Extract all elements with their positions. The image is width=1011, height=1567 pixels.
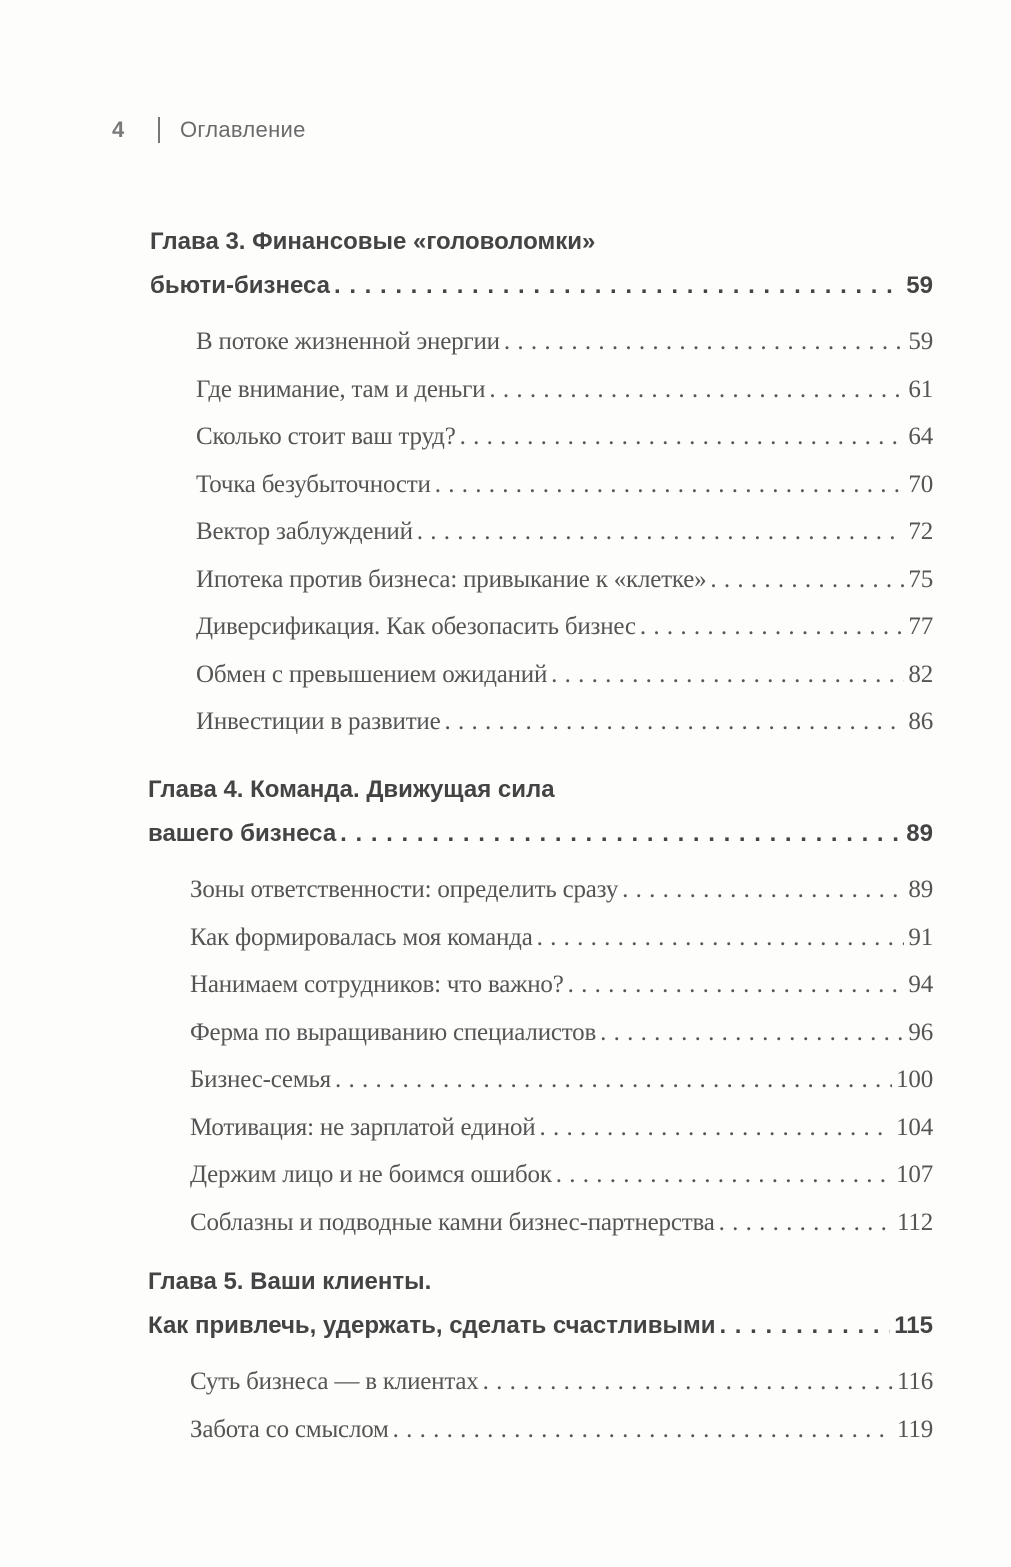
entry-title: Нанимаем сотрудников: что важно? [190, 971, 564, 998]
entry-page: 70 [908, 470, 933, 498]
entry-title: Инвестиции в развитие [196, 708, 441, 735]
toc-entry[interactable] [190, 961, 933, 1009]
dot-leader [537, 914, 905, 962]
toc-entry[interactable] [190, 1056, 933, 1104]
entry-page: 77 [908, 613, 933, 640]
toc-entry[interactable] [196, 413, 933, 461]
entry-page: 61 [908, 375, 933, 403]
entry-title: Соблазны и подводные камни бизнес-партнерства [190, 1208, 715, 1236]
entry-title: Сколько стоит ваш труд? [196, 423, 456, 450]
entry-page: 96 [908, 1018, 933, 1046]
entry-title: Мотивация: не зарплатой единой [190, 1113, 536, 1141]
dot-leader [556, 1151, 892, 1199]
dot-leader [445, 698, 905, 746]
entry-page: 107 [896, 1161, 933, 1188]
entry-page: 112 [897, 1208, 933, 1236]
chapter-title-line1: Глава 3. Финансовые «головоломки» [150, 228, 596, 255]
chapter-title-text: Как привлечь, удержать, сделать счастливыми [148, 1312, 716, 1339]
dot-leader [417, 508, 905, 556]
page-header [112, 112, 306, 148]
dot-leader [622, 866, 904, 914]
toc-entry[interactable] [190, 866, 933, 914]
page-number: 4 [112, 117, 125, 142]
entry-page: 64 [908, 423, 933, 450]
dot-leader [504, 318, 905, 366]
toc-entry[interactable] [190, 1151, 933, 1199]
entry-page: 119 [897, 1415, 933, 1443]
chapter-title-text: вашего бизнеса [148, 820, 337, 847]
dot-leader [460, 413, 905, 461]
toc-entry[interactable] [196, 508, 933, 556]
header-divider [158, 117, 160, 143]
toc-entry[interactable] [196, 318, 933, 366]
entry-title: Суть бизнеса — в клиентах [190, 1368, 479, 1395]
chapter-title-line1: Глава 4. Команда. Движущая сила [148, 776, 555, 803]
entry-page: 59 [908, 328, 933, 355]
entry-page: 116 [897, 1368, 933, 1395]
toc-entry[interactable] [190, 1358, 933, 1406]
dot-leader [393, 1406, 893, 1454]
toc-entry[interactable] [196, 556, 933, 604]
toc-entry[interactable] [190, 1009, 933, 1057]
toc-entry[interactable] [196, 651, 933, 699]
toc-entry[interactable] [196, 366, 933, 414]
entry-title: Как формировалась моя команда [190, 923, 533, 951]
chapter-title-line1: Глава 5. Ваши клиенты. [148, 1268, 432, 1295]
entry-title: Зоны ответственности: определить сразу [190, 876, 619, 903]
entry-page: 75 [908, 565, 933, 593]
entry-title: Держим лицо и не боимся ошибок [190, 1161, 552, 1188]
entry-title: Вектор заблуждений [196, 518, 413, 545]
entry-page: 86 [908, 708, 933, 735]
toc-entry[interactable] [190, 1406, 933, 1454]
entry-title: В потоке жизненной энергии [196, 328, 500, 355]
section-list [150, 1358, 933, 1453]
chapter-title-line2[interactable] [148, 1304, 933, 1348]
dot-leader [710, 556, 904, 604]
dot-leader [334, 264, 902, 308]
chapter-page: 89 [906, 820, 933, 847]
dot-leader [539, 1104, 892, 1152]
running-title: Оглавление [180, 117, 306, 142]
chapter-4 [150, 768, 933, 1246]
dot-leader [719, 1199, 893, 1247]
entry-page: 72 [908, 518, 933, 545]
entry-page: 94 [908, 971, 933, 998]
chapter-page: 59 [906, 272, 933, 299]
entry-title: Забота со смыслом [190, 1415, 389, 1443]
chapter-title-line2[interactable] [148, 812, 933, 856]
dot-leader [640, 603, 905, 651]
dot-leader [483, 1358, 893, 1406]
dot-leader [435, 461, 905, 509]
toc-entry[interactable] [190, 1104, 933, 1152]
toc-entry[interactable] [190, 914, 933, 962]
dot-leader [489, 366, 904, 414]
section-list [150, 318, 933, 746]
toc-entry[interactable] [196, 603, 933, 651]
entry-title: Точка безубыточности [196, 470, 431, 498]
dot-leader [335, 1056, 892, 1104]
dot-leader [568, 961, 905, 1009]
dot-leader [600, 1009, 904, 1057]
entry-title: Где внимание, там и деньги [196, 375, 486, 403]
entry-page: 91 [908, 923, 933, 951]
chapter-5 [150, 1260, 933, 1453]
entry-page: 100 [896, 1066, 933, 1093]
section-list [150, 866, 933, 1246]
chapter-page: 115 [894, 1312, 933, 1339]
toc-entry[interactable] [190, 1199, 933, 1247]
entry-title: Ферма по выращиванию специалистов [190, 1018, 597, 1046]
chapter-title-text: бьюти-бизнеса [150, 272, 330, 299]
dot-leader [340, 812, 902, 856]
entry-page: 89 [908, 876, 933, 903]
entry-page: 104 [896, 1113, 933, 1141]
toc-entry[interactable] [196, 461, 933, 509]
toc-entry[interactable] [196, 698, 933, 746]
entry-title: Обмен с превышением ожиданий [196, 660, 548, 688]
entry-title: Ипотека против бизнеса: привыкание к «клетке» [196, 565, 707, 593]
entry-title: Бизнес-семья [190, 1066, 331, 1093]
dot-leader [551, 651, 904, 699]
entry-title: Диверсификация. Как обезопасить бизнес [196, 613, 636, 640]
chapter-3 [150, 220, 933, 746]
chapter-title-line2[interactable] [150, 264, 933, 308]
dot-leader [719, 1304, 890, 1348]
entry-page: 82 [908, 660, 933, 688]
